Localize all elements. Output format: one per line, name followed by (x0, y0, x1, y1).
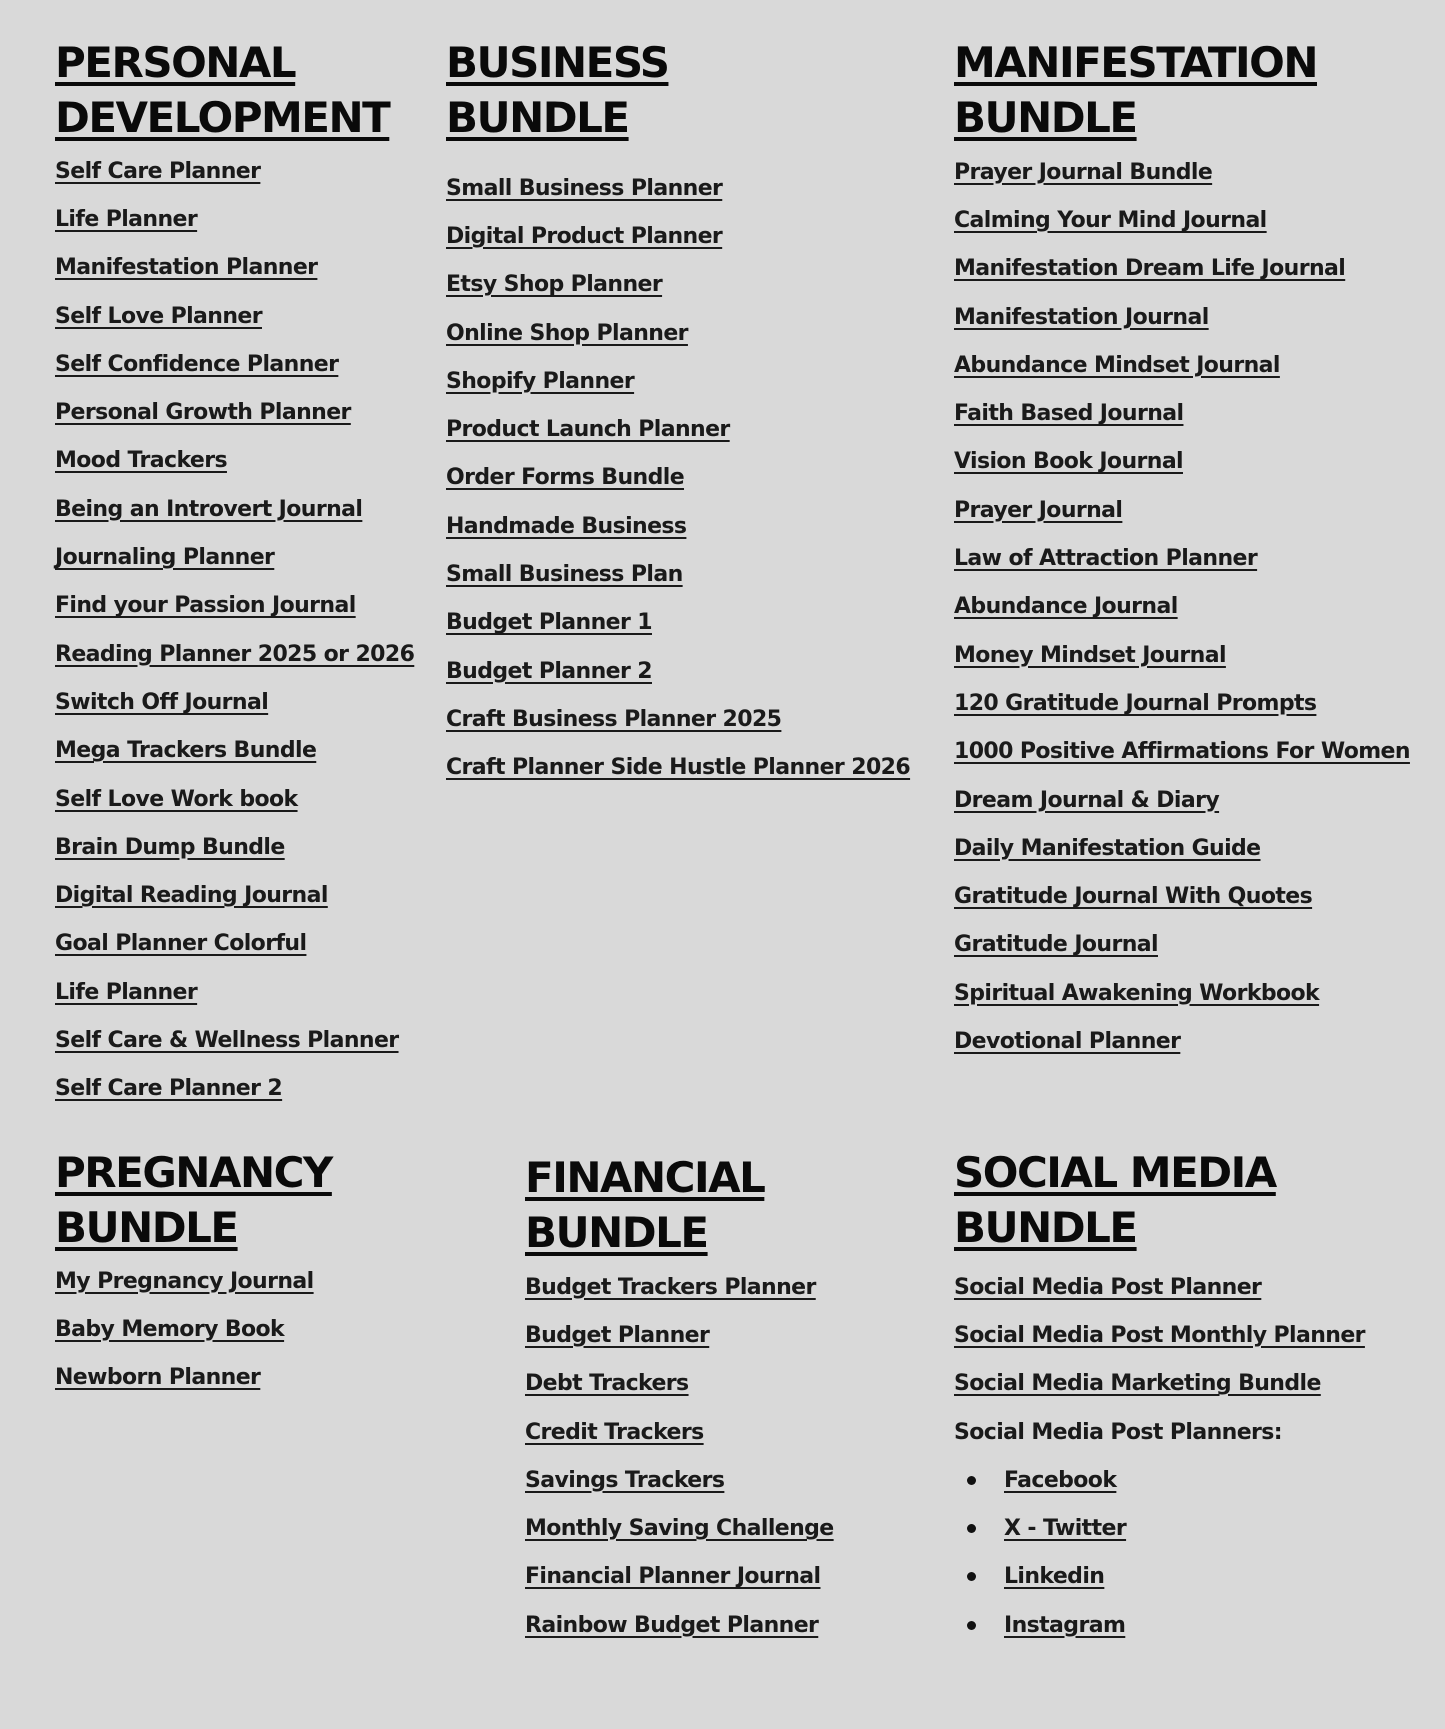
list-item (446, 164, 910, 212)
bullet-icon (967, 1621, 976, 1630)
section-title (954, 1145, 1365, 1255)
list-item (446, 744, 910, 792)
product-link-journaling-planner[interactable]: Journaling Planner (55, 545, 275, 571)
product-link-savings-trackers[interactable]: Savings Trackers (525, 1467, 725, 1493)
list-item (954, 293, 1410, 341)
product-list (446, 164, 910, 792)
product-list (954, 148, 1410, 1066)
list-item (446, 261, 910, 309)
list-item (55, 727, 414, 775)
list-item (954, 824, 1410, 872)
section-social-media-bundle (954, 1145, 1365, 1649)
list-item (954, 631, 1410, 679)
product-link-social-monthly-planner[interactable]: Social Media Post Monthly Planner (954, 1322, 1365, 1348)
section-title-line2: DEVELOPMENT (55, 93, 390, 142)
social-post-planners-label: Social Media Post Planners: (954, 1419, 1283, 1445)
product-link-reading-planner[interactable]: Reading Planner 2025 or 2026 (55, 641, 415, 667)
product-link-prayer-journal[interactable]: Prayer Journal (954, 497, 1123, 523)
product-link-budget-trackers-planner[interactable]: Budget Trackers Planner (525, 1274, 816, 1300)
product-link-small-business-planner[interactable]: Small Business Planner (446, 175, 723, 201)
list-item (55, 244, 414, 292)
product-link-digital-reading-journal[interactable]: Digital Reading Journal (55, 883, 328, 909)
product-link-craft-side-hustle-planner-2026[interactable]: Craft Planner Side Hustle Planner 2026 (446, 755, 911, 781)
section-title-line1: MANIFESTATION (954, 38, 1317, 87)
product-link-life-planner-2[interactable]: Life Planner (55, 979, 198, 1005)
section-title-line2: BUNDLE (55, 1203, 238, 1252)
section-title-line1: PERSONAL (55, 38, 296, 87)
list-item (55, 920, 414, 968)
list-item (954, 534, 1410, 582)
list-item (954, 245, 1410, 293)
section-business-bundle (446, 35, 910, 792)
section-title-line1: FINANCIAL (525, 1153, 765, 1202)
product-link-debt-trackers[interactable]: Debt Trackers (525, 1371, 689, 1397)
product-link-small-business-plan[interactable]: Small Business Plan (446, 562, 683, 588)
product-link-etsy-shop-planner[interactable]: Etsy Shop Planner (446, 272, 663, 298)
list-item (954, 1311, 1365, 1359)
product-link-financial-planner-journal[interactable]: Financial Planner Journal (525, 1564, 821, 1590)
section-title-line1: PREGNANCY (55, 1148, 332, 1197)
list-item (525, 1360, 834, 1408)
product-link-x-twitter[interactable]: X - Twitter (1004, 1516, 1127, 1542)
list-item (55, 292, 414, 340)
product-link-personal-growth-planner[interactable]: Personal Growth Planner (55, 400, 351, 426)
product-link-dream-life-journal[interactable]: Manifestation Dream Life Journal (954, 256, 1346, 282)
section-personal-development (55, 35, 414, 1113)
product-link-self-care-planner[interactable]: Self Care Planner (55, 158, 261, 184)
product-link-vision-book-journal[interactable]: Vision Book Journal (954, 449, 1183, 475)
product-link-faith-based-journal[interactable]: Faith Based Journal (954, 401, 1184, 427)
section-title (446, 35, 910, 145)
bullet-icon (967, 1476, 976, 1485)
list-item (55, 1354, 332, 1402)
list-item (954, 728, 1410, 776)
product-link-order-forms-bundle[interactable]: Order Forms Bundle (446, 465, 685, 491)
list-item (525, 1504, 834, 1552)
list-item (525, 1311, 834, 1359)
product-link-brain-dump-bundle[interactable]: Brain Dump Bundle (55, 834, 285, 860)
product-link-digital-product-planner[interactable]: Digital Product Planner (446, 223, 723, 249)
list-item (446, 502, 910, 550)
list-item (446, 695, 910, 743)
product-list (55, 1257, 332, 1402)
section-title-line1: SOCIAL MEDIA (954, 1148, 1276, 1197)
list-item (55, 775, 414, 823)
product-link-manifestation-planner[interactable]: Manifestation Planner (55, 255, 318, 281)
list-item (954, 583, 1410, 631)
list-item (954, 872, 1410, 920)
list-item (55, 147, 414, 195)
section-title (55, 35, 414, 145)
list-item (954, 438, 1410, 486)
list-item (55, 871, 414, 919)
list-item (954, 196, 1410, 244)
list-item (954, 148, 1410, 196)
product-link-budget-planner-2[interactable]: Budget Planner 2 (446, 658, 652, 684)
product-link-manifestation-journal[interactable]: Manifestation Journal (954, 304, 1209, 330)
product-link-credit-trackers[interactable]: Credit Trackers (525, 1419, 704, 1445)
list-item (954, 1601, 1365, 1649)
product-link-self-love-planner[interactable]: Self Love Planner (55, 303, 262, 329)
product-link-daily-manifestation-guide[interactable]: Daily Manifestation Guide (954, 835, 1261, 861)
product-link-self-care-wellness-planner[interactable]: Self Care & Wellness Planner (55, 1027, 399, 1053)
list-item (55, 533, 414, 581)
section-financial-bundle (525, 1150, 834, 1649)
product-link-mega-trackers-bundle[interactable]: Mega Trackers Bundle (55, 738, 317, 764)
product-link-rainbow-budget-planner[interactable]: Rainbow Budget Planner (525, 1612, 819, 1638)
list-item (525, 1408, 834, 1456)
product-link-self-care-planner-2[interactable]: Self Care Planner 2 (55, 1076, 283, 1102)
product-link-prayer-journal-bundle[interactable]: Prayer Journal Bundle (954, 159, 1213, 185)
list-item (55, 1305, 332, 1353)
section-title (954, 35, 1410, 145)
list-item (954, 1504, 1365, 1552)
product-link-abundance-journal[interactable]: Abundance Journal (954, 594, 1178, 620)
product-link-abundance-mindset-journal[interactable]: Abundance Mindset Journal (954, 352, 1280, 378)
list-item (954, 969, 1410, 1017)
product-link-gratitude-journal-quotes[interactable]: Gratitude Journal With Quotes (954, 884, 1313, 910)
list-item (446, 357, 910, 405)
list-item (954, 486, 1410, 534)
product-link-online-shop-planner[interactable]: Online Shop Planner (446, 320, 688, 346)
product-link-dream-journal-diary[interactable]: Dream Journal & Diary (954, 787, 1220, 813)
list-item (55, 195, 414, 243)
bullet-icon (967, 1524, 976, 1533)
product-list (525, 1263, 834, 1649)
product-link-budget-planner-1[interactable]: Budget Planner 1 (446, 610, 652, 636)
list-item (446, 454, 910, 502)
list-item (525, 1601, 834, 1649)
section-title-line2: BUNDLE (525, 1208, 708, 1257)
product-link-spiritual-awakening-workbook[interactable]: Spiritual Awakening Workbook (954, 980, 1320, 1006)
list-item (55, 437, 414, 485)
bullet-icon (967, 1572, 976, 1581)
list-item (55, 1065, 414, 1113)
list-item (55, 630, 414, 678)
section-title-line2: BUNDLE (446, 93, 629, 142)
list-item (55, 388, 414, 436)
list-item (525, 1553, 834, 1601)
product-link-goal-planner-colorful[interactable]: Goal Planner Colorful (55, 931, 307, 957)
list-item (446, 309, 910, 357)
section-title-line2: BUNDLE (954, 93, 1137, 142)
list-item (55, 823, 414, 871)
list-item (55, 678, 414, 726)
product-link-social-marketing-bundle[interactable]: Social Media Marketing Bundle (954, 1371, 1321, 1397)
list-item (954, 679, 1410, 727)
list-item (954, 1408, 1365, 1456)
product-link-pregnancy-journal[interactable]: My Pregnancy Journal (55, 1268, 314, 1294)
product-link-handmade-business[interactable]: Handmade Business (446, 513, 687, 539)
product-link-self-love-workbook[interactable]: Self Love Work book (55, 786, 298, 812)
product-link-budget-planner[interactable]: Budget Planner (525, 1322, 710, 1348)
product-link-mood-trackers[interactable]: Mood Trackers (55, 448, 227, 474)
product-link-instagram[interactable]: Instagram (1004, 1612, 1126, 1638)
list-item (954, 1017, 1410, 1065)
list-item (954, 1456, 1365, 1504)
product-link-gratitude-prompts[interactable]: 120 Gratitude Journal Prompts (954, 690, 1317, 716)
list-item (446, 599, 910, 647)
product-list (954, 1263, 1365, 1649)
product-link-baby-memory-book[interactable]: Baby Memory Book (55, 1316, 285, 1342)
list-item (446, 212, 910, 260)
list-item (55, 968, 414, 1016)
section-pregnancy-bundle (55, 1145, 332, 1402)
list-item (954, 389, 1410, 437)
list-item (55, 485, 414, 533)
list-item (55, 582, 414, 630)
section-title (525, 1150, 834, 1260)
product-link-gratitude-journal[interactable]: Gratitude Journal (954, 932, 1158, 958)
list-item (954, 776, 1410, 824)
list-item (55, 340, 414, 388)
product-link-law-of-attraction-planner[interactable]: Law of Attraction Planner (954, 546, 1258, 572)
product-link-calming-mind-journal[interactable]: Calming Your Mind Journal (954, 207, 1267, 233)
list-item (954, 921, 1410, 969)
section-manifestation-bundle (954, 35, 1410, 1066)
product-link-product-launch-planner[interactable]: Product Launch Planner (446, 417, 730, 443)
product-link-switch-off-journal[interactable]: Switch Off Journal (55, 689, 269, 715)
product-link-monthly-saving-challenge[interactable]: Monthly Saving Challenge (525, 1516, 834, 1542)
product-link-facebook[interactable]: Facebook (1004, 1467, 1117, 1493)
list-item (55, 1016, 414, 1064)
product-link-self-confidence-planner[interactable]: Self Confidence Planner (55, 351, 339, 377)
list-item (954, 1360, 1365, 1408)
product-link-social-post-planner[interactable]: Social Media Post Planner (954, 1274, 1262, 1300)
list-item (55, 1257, 332, 1305)
product-list (55, 147, 414, 1113)
product-link-newborn-planner[interactable]: Newborn Planner (55, 1365, 261, 1391)
product-link-passion-journal[interactable]: Find your Passion Journal (55, 593, 356, 619)
product-link-positive-affirmations[interactable]: 1000 Positive Affirmations For Women (954, 739, 1410, 765)
list-item (446, 647, 910, 695)
product-link-introvert-journal[interactable]: Being an Introvert Journal (55, 496, 363, 522)
product-link-devotional-planner[interactable]: Devotional Planner (954, 1028, 1181, 1054)
list-item (954, 341, 1410, 389)
list-item (446, 550, 910, 598)
product-link-money-mindset-journal[interactable]: Money Mindset Journal (954, 642, 1226, 668)
list-item (525, 1263, 834, 1311)
list-item (525, 1456, 834, 1504)
product-link-life-planner[interactable]: Life Planner (55, 206, 198, 232)
section-title-line1: BUSINESS (446, 38, 669, 87)
list-item (954, 1553, 1365, 1601)
section-title-line2: BUNDLE (954, 1203, 1137, 1252)
section-title (55, 1145, 332, 1255)
product-link-craft-business-planner-2025[interactable]: Craft Business Planner 2025 (446, 706, 782, 732)
product-link-linkedin[interactable]: Linkedin (1004, 1564, 1105, 1590)
product-link-shopify-planner[interactable]: Shopify Planner (446, 368, 635, 394)
list-item (446, 405, 910, 453)
list-item (954, 1263, 1365, 1311)
